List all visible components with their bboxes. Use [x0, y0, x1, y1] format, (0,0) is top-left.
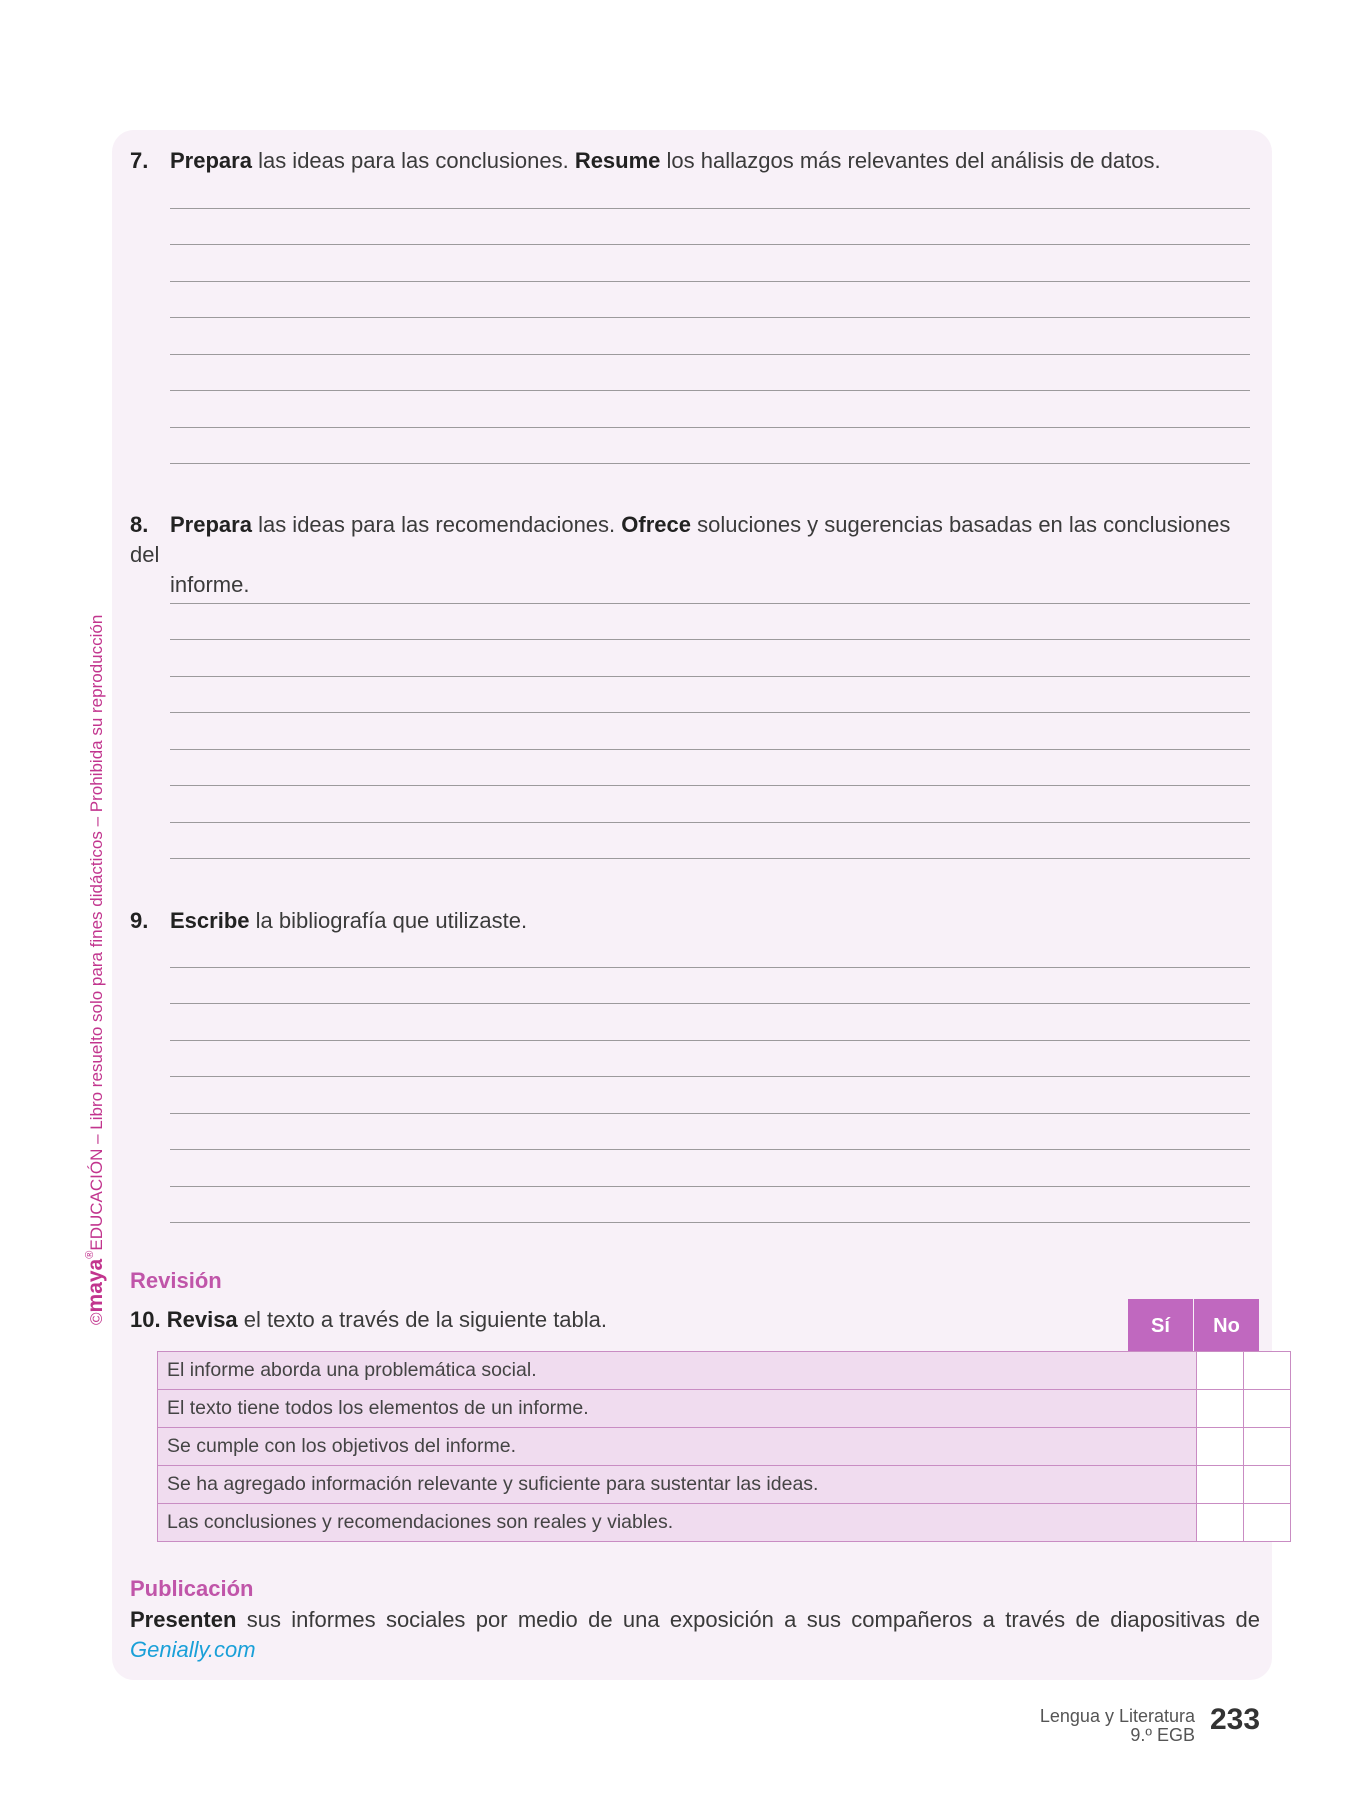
answer-line[interactable] — [170, 391, 1250, 428]
question-verb: Prepara — [170, 512, 252, 537]
column-header-no: No — [1194, 1299, 1259, 1351]
revision-title: Revisión — [130, 1268, 222, 1293]
answer-lines-8[interactable] — [170, 567, 1250, 859]
column-header-yes: Sí — [1128, 1299, 1193, 1351]
question-verb: Prepara — [170, 148, 252, 173]
answer-line[interactable] — [170, 677, 1250, 714]
answer-lines-9[interactable] — [170, 931, 1250, 1223]
yes-checkbox-cell[interactable] — [1197, 1504, 1244, 1542]
answer-line[interactable] — [170, 640, 1250, 677]
genially-link[interactable]: Genially.com — [130, 1637, 256, 1662]
criterion-cell: El texto tiene todos los elementos de un informe. — [158, 1390, 1197, 1428]
table-row — [158, 1352, 1291, 1390]
question-verb: Resume — [574, 148, 661, 173]
answer-line[interactable] — [170, 567, 1250, 604]
question-text: las ideas para las recomendaciones. — [251, 512, 622, 537]
criterion-cell: Se ha agregado información relevante y suficiente para sustentar las ideas. — [158, 1466, 1197, 1504]
yes-checkbox-cell[interactable] — [1197, 1390, 1244, 1428]
copyright-symbol: © — [87, 1312, 106, 1325]
answer-line[interactable] — [170, 786, 1250, 823]
yes-checkbox-cell[interactable] — [1197, 1428, 1244, 1466]
answer-line[interactable] — [170, 245, 1250, 282]
footer-grade: 9.º EGB — [1130, 1725, 1195, 1745]
answer-line[interactable] — [170, 968, 1250, 1005]
no-checkbox-cell[interactable] — [1244, 1504, 1291, 1542]
criterion-cell: El informe aborda una problemática social. — [158, 1352, 1197, 1390]
answer-line[interactable] — [170, 713, 1250, 750]
question-10 — [130, 1305, 1260, 1335]
question-number: 8. — [130, 512, 149, 537]
publicacion-text — [130, 1605, 1260, 1665]
answer-line[interactable] — [170, 1150, 1250, 1187]
answer-line[interactable] — [170, 931, 1250, 968]
answer-line[interactable] — [170, 1114, 1250, 1151]
answer-line[interactable] — [170, 604, 1250, 641]
table-row — [158, 1504, 1291, 1542]
question-text: el texto a través de la siguiente tabla. — [237, 1307, 608, 1332]
publicacion-verb: Presenten — [130, 1607, 237, 1632]
answer-line[interactable] — [170, 172, 1250, 209]
table-row — [158, 1390, 1291, 1428]
answer-line[interactable] — [170, 355, 1250, 392]
revision-table — [157, 1351, 1291, 1542]
copyright-side-note — [84, 615, 108, 1325]
yes-checkbox-cell[interactable] — [1197, 1352, 1244, 1390]
no-checkbox-cell[interactable] — [1244, 1352, 1291, 1390]
question-text: las ideas para las conclusiones. — [251, 148, 575, 173]
answer-lines-7[interactable] — [170, 172, 1250, 464]
publicacion-body: sus informes sociales por medio de una exposición a sus compañeros a través de diapositivas de — [236, 1607, 1260, 1632]
table-row — [158, 1466, 1291, 1504]
question-text: los hallazgos más relevantes del análisis de datos. — [660, 148, 1161, 173]
answer-line[interactable] — [170, 750, 1250, 787]
no-checkbox-cell[interactable] — [1244, 1466, 1291, 1504]
question-text: la bibliografía que utilizaste. — [249, 908, 528, 933]
answer-line[interactable] — [170, 428, 1250, 465]
no-checkbox-cell[interactable] — [1244, 1390, 1291, 1428]
yes-checkbox-cell[interactable] — [1197, 1466, 1244, 1504]
no-checkbox-cell[interactable] — [1244, 1428, 1291, 1466]
footer-label — [1040, 1707, 1195, 1745]
question-number: 9. — [130, 908, 149, 933]
answer-line[interactable] — [170, 1187, 1250, 1224]
answer-line[interactable] — [170, 1004, 1250, 1041]
question-number: 10. — [130, 1307, 161, 1332]
registered-mark: ® — [84, 1250, 96, 1259]
question-text-continuation: informe. — [170, 572, 250, 597]
answer-line[interactable] — [170, 823, 1250, 860]
question-text: soluciones y sugerencias basadas en las conclusiones del — [130, 512, 1231, 567]
question-verb: Ofrece — [621, 512, 691, 537]
answer-line[interactable] — [170, 1077, 1250, 1114]
answer-line[interactable] — [170, 1041, 1250, 1078]
publicacion-title: Publicación — [130, 1576, 254, 1601]
question-number: 7. — [130, 148, 149, 173]
question-verb: Escribe — [170, 908, 250, 933]
answer-line[interactable] — [170, 209, 1250, 246]
brand-logo: maya — [84, 1258, 107, 1313]
criterion-cell: Se cumple con los objetivos del informe. — [158, 1428, 1197, 1466]
answer-line[interactable] — [170, 318, 1250, 355]
footer-subject: Lengua y Literatura — [1039, 1706, 1195, 1726]
side-note-text: EDUCACIÓN – Libro resuelto solo para fines didácticos – Prohibida su reproducción — [87, 614, 106, 1251]
page-number: 233 — [1210, 1703, 1261, 1736]
table-row — [158, 1428, 1291, 1466]
question-verb: Revisa — [166, 1307, 238, 1332]
answer-line[interactable] — [170, 282, 1250, 319]
criterion-cell: Las conclusiones y recomendaciones son reales y viables. — [158, 1504, 1197, 1542]
